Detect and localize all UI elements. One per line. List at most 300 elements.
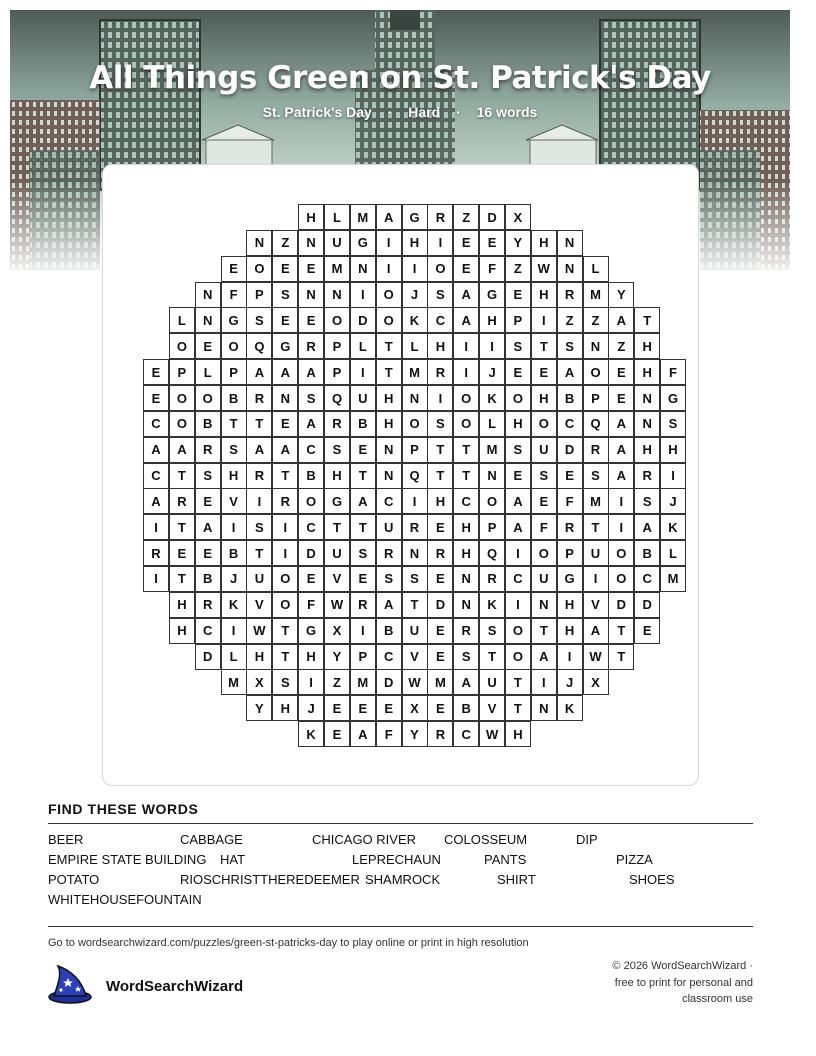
grid-cell[interactable]: E bbox=[505, 282, 531, 308]
grid-cell[interactable]: R bbox=[169, 488, 195, 514]
grid-cell[interactable]: J bbox=[221, 566, 247, 592]
grid-cell[interactable]: G bbox=[324, 488, 350, 514]
grid-cell[interactable]: F bbox=[557, 488, 583, 514]
grid-cell[interactable]: H bbox=[427, 488, 453, 514]
grid-cell[interactable]: E bbox=[427, 566, 453, 592]
grid-cell[interactable]: U bbox=[376, 514, 402, 540]
grid-cell[interactable]: X bbox=[583, 669, 609, 695]
grid-cell[interactable]: E bbox=[272, 411, 298, 437]
grid-cell[interactable]: A bbox=[246, 437, 272, 463]
grid-cell[interactable]: L bbox=[402, 333, 428, 359]
grid-cell[interactable]: R bbox=[195, 592, 221, 618]
grid-cell[interactable]: K bbox=[298, 721, 324, 747]
grid-cell[interactable]: E bbox=[324, 721, 350, 747]
grid-cell[interactable]: M bbox=[583, 488, 609, 514]
grid-cell[interactable]: R bbox=[427, 540, 453, 566]
grid-cell[interactable]: S bbox=[505, 437, 531, 463]
grid-cell[interactable]: H bbox=[221, 463, 247, 489]
grid-cell[interactable]: A bbox=[531, 644, 557, 670]
grid-cell[interactable]: I bbox=[453, 359, 479, 385]
grid-cell[interactable]: E bbox=[195, 540, 221, 566]
grid-cell[interactable]: T bbox=[272, 463, 298, 489]
grid-cell[interactable]: V bbox=[402, 644, 428, 670]
grid-cell[interactable]: L bbox=[479, 411, 505, 437]
grid-cell[interactable]: M bbox=[221, 669, 247, 695]
grid-cell[interactable]: P bbox=[505, 307, 531, 333]
grid-cell[interactable]: M bbox=[324, 256, 350, 282]
grid-cell[interactable]: T bbox=[608, 618, 634, 644]
grid-cell[interactable]: N bbox=[479, 463, 505, 489]
grid-cell[interactable]: Y bbox=[246, 695, 272, 721]
grid-cell[interactable]: H bbox=[376, 385, 402, 411]
grid-cell[interactable]: H bbox=[427, 333, 453, 359]
grid-cell[interactable]: C bbox=[376, 644, 402, 670]
grid-cell[interactable]: E bbox=[350, 566, 376, 592]
grid-cell[interactable]: R bbox=[272, 488, 298, 514]
grid-cell[interactable]: E bbox=[195, 333, 221, 359]
grid-cell[interactable]: N bbox=[376, 463, 402, 489]
grid-cell[interactable]: D bbox=[557, 437, 583, 463]
grid-cell[interactable]: I bbox=[531, 669, 557, 695]
grid-cell[interactable]: P bbox=[583, 385, 609, 411]
grid-cell[interactable]: Z bbox=[453, 204, 479, 230]
grid-cell[interactable]: S bbox=[402, 566, 428, 592]
grid-cell[interactable]: H bbox=[479, 307, 505, 333]
grid-cell[interactable]: I bbox=[608, 514, 634, 540]
grid-cell[interactable]: C bbox=[634, 566, 660, 592]
grid-cell[interactable]: N bbox=[453, 592, 479, 618]
grid-cell[interactable]: A bbox=[169, 437, 195, 463]
grid-cell[interactable]: P bbox=[246, 282, 272, 308]
grid-cell[interactable]: O bbox=[427, 256, 453, 282]
grid-cell[interactable]: G bbox=[298, 618, 324, 644]
grid-cell[interactable]: B bbox=[376, 618, 402, 644]
grid-cell[interactable]: S bbox=[376, 566, 402, 592]
grid-cell[interactable]: I bbox=[221, 514, 247, 540]
grid-cell[interactable]: G bbox=[557, 566, 583, 592]
grid-cell[interactable]: A bbox=[608, 411, 634, 437]
grid-cell[interactable]: T bbox=[350, 463, 376, 489]
grid-cell[interactable]: H bbox=[531, 282, 557, 308]
grid-cell[interactable]: O bbox=[376, 282, 402, 308]
grid-cell[interactable]: R bbox=[583, 437, 609, 463]
grid-cell[interactable]: P bbox=[324, 333, 350, 359]
grid-cell[interactable]: V bbox=[324, 566, 350, 592]
grid-cell[interactable]: H bbox=[376, 411, 402, 437]
grid-cell[interactable]: X bbox=[402, 695, 428, 721]
grid-cell[interactable]: D bbox=[195, 644, 221, 670]
grid-cell[interactable]: E bbox=[324, 695, 350, 721]
grid-cell[interactable]: M bbox=[350, 204, 376, 230]
grid-cell[interactable]: M bbox=[583, 282, 609, 308]
grid-cell[interactable]: Y bbox=[324, 644, 350, 670]
grid-cell[interactable]: T bbox=[169, 566, 195, 592]
grid-cell[interactable]: O bbox=[608, 566, 634, 592]
grid-cell[interactable]: S bbox=[453, 644, 479, 670]
grid-cell[interactable]: N bbox=[453, 566, 479, 592]
grid-cell[interactable]: T bbox=[221, 411, 247, 437]
grid-cell[interactable]: B bbox=[298, 463, 324, 489]
grid-cell[interactable]: I bbox=[143, 566, 169, 592]
grid-cell[interactable]: P bbox=[557, 540, 583, 566]
grid-cell[interactable]: Q bbox=[583, 411, 609, 437]
grid-cell[interactable]: O bbox=[583, 359, 609, 385]
grid-cell[interactable]: C bbox=[453, 488, 479, 514]
grid-cell[interactable]: B bbox=[195, 566, 221, 592]
grid-cell[interactable]: N bbox=[634, 385, 660, 411]
grid-cell[interactable]: O bbox=[324, 307, 350, 333]
grid-cell[interactable]: Z bbox=[583, 307, 609, 333]
grid-cell[interactable]: L bbox=[350, 333, 376, 359]
grid-cell[interactable]: M bbox=[350, 669, 376, 695]
grid-cell[interactable]: E bbox=[427, 644, 453, 670]
grid-cell[interactable]: T bbox=[608, 644, 634, 670]
grid-cell[interactable]: W bbox=[402, 669, 428, 695]
grid-cell[interactable]: N bbox=[272, 385, 298, 411]
grid-cell[interactable]: C bbox=[298, 437, 324, 463]
grid-cell[interactable]: E bbox=[427, 514, 453, 540]
grid-cell[interactable]: H bbox=[634, 333, 660, 359]
grid-cell[interactable]: W bbox=[531, 256, 557, 282]
grid-cell[interactable]: S bbox=[427, 411, 453, 437]
grid-cell[interactable]: C bbox=[427, 307, 453, 333]
brand[interactable] bbox=[48, 964, 243, 1009]
grid-cell[interactable]: K bbox=[402, 307, 428, 333]
grid-cell[interactable]: H bbox=[531, 385, 557, 411]
grid-cell[interactable]: A bbox=[272, 437, 298, 463]
grid-cell[interactable]: O bbox=[531, 411, 557, 437]
grid-cell[interactable]: S bbox=[246, 307, 272, 333]
grid-cell[interactable]: R bbox=[246, 385, 272, 411]
grid-cell[interactable]: Y bbox=[402, 721, 428, 747]
grid-cell[interactable]: O bbox=[505, 385, 531, 411]
grid-cell[interactable]: W bbox=[583, 644, 609, 670]
grid-cell[interactable]: B bbox=[557, 385, 583, 411]
grid-cell[interactable]: R bbox=[324, 411, 350, 437]
grid-cell[interactable]: D bbox=[376, 669, 402, 695]
grid-cell[interactable]: R bbox=[427, 721, 453, 747]
grid-cell[interactable]: N bbox=[324, 282, 350, 308]
grid-cell[interactable]: T bbox=[246, 411, 272, 437]
grid-cell[interactable]: A bbox=[376, 592, 402, 618]
grid-cell[interactable]: H bbox=[557, 618, 583, 644]
grid-cell[interactable]: T bbox=[427, 437, 453, 463]
grid-cell[interactable]: N bbox=[298, 230, 324, 256]
grid-cell[interactable]: C bbox=[143, 463, 169, 489]
grid-cell[interactable]: T bbox=[350, 514, 376, 540]
grid-cell[interactable]: L bbox=[583, 256, 609, 282]
grid-cell[interactable]: I bbox=[350, 282, 376, 308]
grid-cell[interactable]: S bbox=[583, 463, 609, 489]
grid-cell[interactable]: R bbox=[479, 566, 505, 592]
grid-cell[interactable]: K bbox=[479, 592, 505, 618]
grid-cell[interactable]: O bbox=[169, 333, 195, 359]
grid-cell[interactable]: D bbox=[634, 592, 660, 618]
grid-cell[interactable]: N bbox=[557, 256, 583, 282]
grid-cell[interactable]: E bbox=[427, 695, 453, 721]
grid-cell[interactable]: E bbox=[169, 540, 195, 566]
grid-cell[interactable]: N bbox=[246, 230, 272, 256]
grid-cell[interactable]: A bbox=[298, 359, 324, 385]
grid-cell[interactable]: E bbox=[634, 618, 660, 644]
grid-cell[interactable]: H bbox=[324, 463, 350, 489]
grid-cell[interactable]: T bbox=[246, 540, 272, 566]
grid-cell[interactable]: C bbox=[298, 514, 324, 540]
grid-cell[interactable]: T bbox=[531, 333, 557, 359]
grid-cell[interactable]: Z bbox=[505, 256, 531, 282]
grid-cell[interactable]: P bbox=[169, 359, 195, 385]
grid-cell[interactable]: U bbox=[479, 669, 505, 695]
grid-cell[interactable]: L bbox=[324, 204, 350, 230]
grid-cell[interactable]: E bbox=[557, 463, 583, 489]
grid-cell[interactable]: A bbox=[453, 282, 479, 308]
grid-cell[interactable]: H bbox=[272, 695, 298, 721]
grid-cell[interactable]: I bbox=[143, 514, 169, 540]
grid-cell[interactable]: Q bbox=[402, 463, 428, 489]
grid-cell[interactable]: A bbox=[453, 669, 479, 695]
grid-cell[interactable]: R bbox=[402, 514, 428, 540]
grid-cell[interactable]: Q bbox=[479, 540, 505, 566]
grid-cell[interactable]: B bbox=[453, 695, 479, 721]
grid-cell[interactable]: T bbox=[453, 463, 479, 489]
grid-cell[interactable]: I bbox=[221, 618, 247, 644]
grid-cell[interactable]: R bbox=[246, 463, 272, 489]
grid-cell[interactable]: F bbox=[531, 514, 557, 540]
grid-cell[interactable]: O bbox=[479, 488, 505, 514]
grid-cell[interactable]: G bbox=[660, 385, 686, 411]
grid-cell[interactable]: A bbox=[246, 359, 272, 385]
grid-cell[interactable]: W bbox=[246, 618, 272, 644]
grid-cell[interactable]: R bbox=[557, 282, 583, 308]
grid-cell[interactable]: S bbox=[221, 437, 247, 463]
grid-cell[interactable]: A bbox=[453, 307, 479, 333]
grid-cell[interactable]: P bbox=[350, 644, 376, 670]
grid-cell[interactable]: T bbox=[402, 592, 428, 618]
grid-cell[interactable]: H bbox=[402, 230, 428, 256]
grid-cell[interactable]: F bbox=[221, 282, 247, 308]
grid-cell[interactable]: I bbox=[272, 540, 298, 566]
grid-cell[interactable]: Q bbox=[246, 333, 272, 359]
grid-cell[interactable]: R bbox=[427, 204, 453, 230]
grid-cell[interactable]: T bbox=[453, 437, 479, 463]
grid-cell[interactable]: N bbox=[298, 282, 324, 308]
grid-cell[interactable]: N bbox=[195, 282, 221, 308]
grid-cell[interactable]: H bbox=[634, 359, 660, 385]
grid-cell[interactable]: I bbox=[505, 540, 531, 566]
grid-cell[interactable]: H bbox=[557, 592, 583, 618]
grid-cell[interactable]: P bbox=[324, 359, 350, 385]
grid-cell[interactable]: G bbox=[479, 282, 505, 308]
grid-cell[interactable]: T bbox=[169, 463, 195, 489]
grid-cell[interactable]: A bbox=[608, 463, 634, 489]
grid-cell[interactable]: K bbox=[479, 385, 505, 411]
grid-cell[interactable]: H bbox=[505, 411, 531, 437]
grid-cell[interactable]: V bbox=[583, 592, 609, 618]
grid-cell[interactable]: O bbox=[531, 540, 557, 566]
grid-cell[interactable]: R bbox=[350, 592, 376, 618]
grid-cell[interactable]: Y bbox=[505, 230, 531, 256]
grid-cell[interactable]: A bbox=[608, 437, 634, 463]
grid-cell[interactable]: T bbox=[376, 359, 402, 385]
grid-cell[interactable]: S bbox=[195, 463, 221, 489]
grid-cell[interactable]: O bbox=[505, 644, 531, 670]
grid-cell[interactable]: E bbox=[272, 256, 298, 282]
grid-cell[interactable]: I bbox=[453, 333, 479, 359]
grid-cell[interactable]: O bbox=[272, 566, 298, 592]
grid-cell[interactable]: B bbox=[221, 540, 247, 566]
grid-cell[interactable]: E bbox=[531, 359, 557, 385]
puzzle-link-text[interactable]: Go to wordsearchwizard.com/puzzles/green-st-patricks-day to play online or print in high resolution bbox=[48, 937, 529, 949]
grid-cell[interactable]: S bbox=[298, 385, 324, 411]
grid-cell[interactable]: E bbox=[505, 359, 531, 385]
grid-cell[interactable]: X bbox=[505, 204, 531, 230]
grid-cell[interactable]: O bbox=[246, 256, 272, 282]
grid-cell[interactable]: R bbox=[376, 540, 402, 566]
grid-cell[interactable]: H bbox=[169, 618, 195, 644]
grid-cell[interactable]: I bbox=[376, 230, 402, 256]
grid-cell[interactable]: U bbox=[246, 566, 272, 592]
grid-cell[interactable]: K bbox=[557, 695, 583, 721]
grid-cell[interactable]: X bbox=[324, 618, 350, 644]
grid-cell[interactable]: T bbox=[324, 514, 350, 540]
grid-cell[interactable]: A bbox=[608, 307, 634, 333]
grid-cell[interactable]: T bbox=[531, 618, 557, 644]
grid-cell[interactable]: U bbox=[402, 618, 428, 644]
grid-cell[interactable]: T bbox=[169, 514, 195, 540]
grid-cell[interactable]: O bbox=[169, 411, 195, 437]
grid-cell[interactable]: I bbox=[531, 307, 557, 333]
grid-cell[interactable]: Z bbox=[272, 230, 298, 256]
grid-cell[interactable]: Z bbox=[324, 669, 350, 695]
grid-cell[interactable]: S bbox=[427, 282, 453, 308]
grid-cell[interactable]: C bbox=[143, 411, 169, 437]
grid-cell[interactable]: W bbox=[479, 721, 505, 747]
grid-cell[interactable]: U bbox=[324, 230, 350, 256]
grid-cell[interactable]: O bbox=[195, 385, 221, 411]
grid-cell[interactable]: D bbox=[608, 592, 634, 618]
grid-cell[interactable]: O bbox=[453, 411, 479, 437]
grid-cell[interactable]: P bbox=[479, 514, 505, 540]
grid-cell[interactable]: D bbox=[479, 204, 505, 230]
grid-cell[interactable]: I bbox=[402, 256, 428, 282]
grid-cell[interactable]: C bbox=[376, 488, 402, 514]
grid-cell[interactable]: E bbox=[608, 359, 634, 385]
grid-cell[interactable]: T bbox=[583, 514, 609, 540]
grid-cell[interactable]: H bbox=[169, 592, 195, 618]
grid-cell[interactable]: I bbox=[427, 230, 453, 256]
grid-cell[interactable]: H bbox=[298, 644, 324, 670]
grid-cell[interactable]: F bbox=[376, 721, 402, 747]
grid-cell[interactable]: S bbox=[479, 618, 505, 644]
grid-cell[interactable]: V bbox=[221, 488, 247, 514]
grid-cell[interactable]: H bbox=[505, 721, 531, 747]
grid-cell[interactable]: F bbox=[479, 256, 505, 282]
grid-cell[interactable]: F bbox=[298, 592, 324, 618]
grid-cell[interactable]: M bbox=[660, 566, 686, 592]
grid-cell[interactable]: E bbox=[143, 385, 169, 411]
grid-cell[interactable]: A bbox=[143, 488, 169, 514]
grid-cell[interactable]: E bbox=[350, 695, 376, 721]
grid-cell[interactable]: H bbox=[453, 514, 479, 540]
grid-cell[interactable]: I bbox=[272, 514, 298, 540]
grid-cell[interactable]: I bbox=[583, 566, 609, 592]
grid-cell[interactable]: K bbox=[660, 514, 686, 540]
grid-cell[interactable]: V bbox=[479, 695, 505, 721]
grid-cell[interactable]: O bbox=[402, 411, 428, 437]
grid-cell[interactable]: O bbox=[221, 333, 247, 359]
grid-cell[interactable]: J bbox=[402, 282, 428, 308]
grid-cell[interactable]: A bbox=[143, 437, 169, 463]
grid-cell[interactable]: H bbox=[453, 540, 479, 566]
grid-cell[interactable]: O bbox=[272, 592, 298, 618]
grid-cell[interactable]: V bbox=[246, 592, 272, 618]
grid-cell[interactable]: S bbox=[660, 411, 686, 437]
grid-cell[interactable]: A bbox=[350, 488, 376, 514]
grid-cell[interactable]: N bbox=[195, 307, 221, 333]
grid-cell[interactable]: T bbox=[479, 644, 505, 670]
grid-cell[interactable]: C bbox=[557, 411, 583, 437]
grid-cell[interactable]: D bbox=[350, 307, 376, 333]
grid-cell[interactable]: S bbox=[505, 333, 531, 359]
grid-cell[interactable]: L bbox=[221, 644, 247, 670]
grid-cell[interactable]: N bbox=[557, 230, 583, 256]
grid-cell[interactable]: Y bbox=[608, 282, 634, 308]
grid-cell[interactable]: N bbox=[402, 540, 428, 566]
grid-cell[interactable]: I bbox=[350, 359, 376, 385]
grid-cell[interactable]: K bbox=[221, 592, 247, 618]
grid-cell[interactable]: E bbox=[531, 488, 557, 514]
grid-cell[interactable]: E bbox=[608, 385, 634, 411]
grid-cell[interactable]: E bbox=[479, 230, 505, 256]
grid-cell[interactable]: R bbox=[453, 618, 479, 644]
grid-cell[interactable]: I bbox=[557, 644, 583, 670]
grid-cell[interactable]: Z bbox=[608, 333, 634, 359]
grid-cell[interactable]: A bbox=[634, 514, 660, 540]
grid-cell[interactable]: T bbox=[427, 463, 453, 489]
grid-cell[interactable]: H bbox=[298, 204, 324, 230]
grid-cell[interactable]: N bbox=[350, 256, 376, 282]
grid-cell[interactable]: S bbox=[246, 514, 272, 540]
grid-cell[interactable]: T bbox=[505, 669, 531, 695]
grid-cell[interactable]: L bbox=[660, 540, 686, 566]
grid-cell[interactable]: E bbox=[505, 463, 531, 489]
grid-cell[interactable]: H bbox=[531, 230, 557, 256]
grid-cell[interactable]: G bbox=[221, 307, 247, 333]
grid-cell[interactable]: S bbox=[531, 463, 557, 489]
grid-cell[interactable]: A bbox=[376, 204, 402, 230]
grid-cell[interactable]: R bbox=[143, 540, 169, 566]
grid-cell[interactable]: T bbox=[634, 307, 660, 333]
grid-cell[interactable]: E bbox=[143, 359, 169, 385]
grid-cell[interactable]: O bbox=[376, 307, 402, 333]
grid-cell[interactable]: N bbox=[376, 437, 402, 463]
grid-cell[interactable]: S bbox=[272, 282, 298, 308]
grid-cell[interactable]: T bbox=[376, 333, 402, 359]
grid-cell[interactable]: S bbox=[350, 540, 376, 566]
grid-cell[interactable]: E bbox=[453, 256, 479, 282]
grid-cell[interactable]: I bbox=[427, 385, 453, 411]
grid-cell[interactable]: A bbox=[350, 721, 376, 747]
grid-cell[interactable]: B bbox=[350, 411, 376, 437]
grid-cell[interactable]: S bbox=[324, 437, 350, 463]
grid-cell[interactable]: J bbox=[557, 669, 583, 695]
grid-cell[interactable]: I bbox=[660, 463, 686, 489]
grid-cell[interactable]: E bbox=[298, 307, 324, 333]
grid-cell[interactable]: G bbox=[402, 204, 428, 230]
grid-cell[interactable]: T bbox=[505, 695, 531, 721]
grid-cell[interactable]: U bbox=[350, 385, 376, 411]
grid-cell[interactable]: O bbox=[169, 385, 195, 411]
